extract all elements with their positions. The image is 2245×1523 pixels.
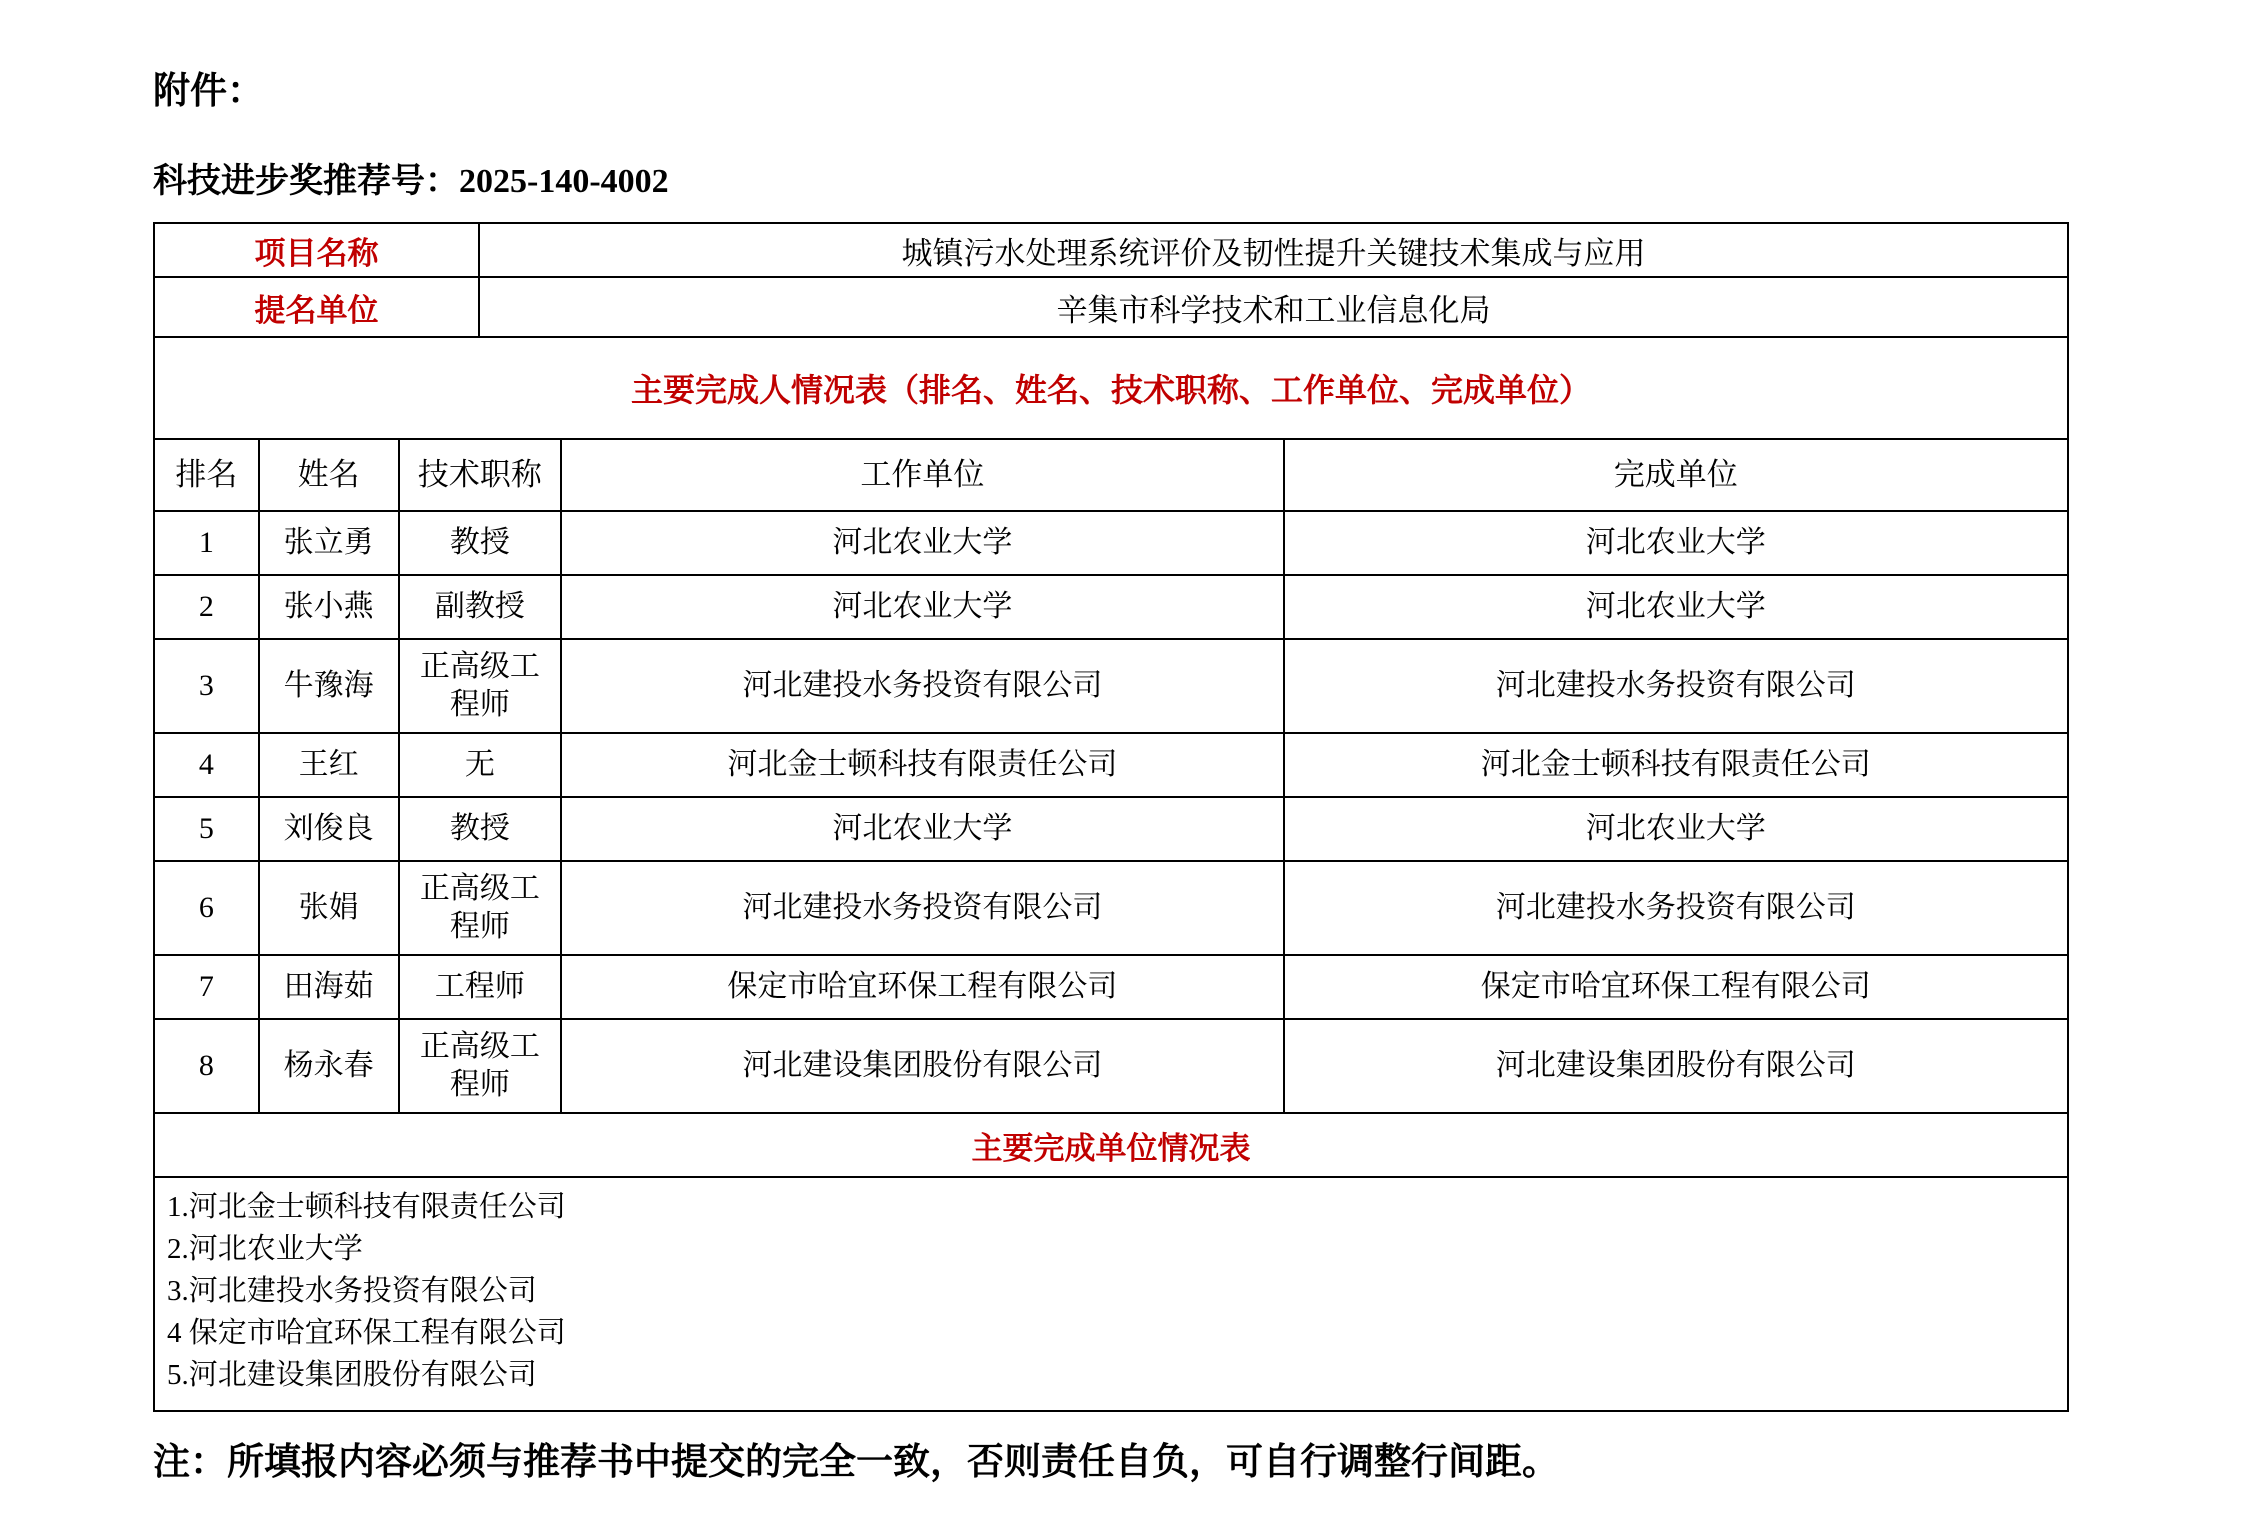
units-list — [155, 1178, 2067, 1410]
table-row — [155, 798, 2067, 862]
cell-name: 牛豫海 — [260, 640, 400, 732]
cell-work-unit: 河北农业大学 — [562, 576, 1284, 638]
cell-rank: 7 — [155, 956, 260, 1018]
document-content — [153, 0, 2069, 1486]
award-table — [153, 222, 2069, 1412]
unit-list-item: 4 保定市哈宜环保工程有限公司 — [167, 1317, 566, 1349]
cell-name: 杨永春 — [260, 1020, 400, 1112]
cell-name: 张立勇 — [260, 512, 400, 574]
recommendation-number: 2025-140-4002 — [459, 163, 669, 200]
cell-completion-unit: 河北农业大学 — [1585, 526, 1766, 559]
nominating-unit-value: 辛集市科学技术和工业信息化局 — [1056, 292, 1491, 328]
cell-work-unit: 河北建投水务投资有限公司 — [562, 862, 1284, 954]
recommendation-label: 科技进步奖推荐号： — [153, 163, 459, 200]
cell-title: 正高级工程师 — [400, 1020, 563, 1112]
cell-rank: 8 — [155, 1020, 260, 1112]
cell-completion-unit: 河北建投水务投资有限公司 — [1495, 669, 1856, 702]
table-row — [155, 512, 2067, 576]
table-row — [155, 1020, 2067, 1114]
cell-rank: 2 — [155, 576, 260, 638]
table-row — [155, 576, 2067, 640]
table-row — [155, 956, 2067, 1020]
cell-name: 田海茹 — [260, 956, 400, 1018]
cell-name: 张娟 — [260, 862, 400, 954]
cell-title: 无 — [400, 734, 563, 796]
cell-title: 教授 — [400, 512, 563, 574]
col-header-title: 技术职称 — [400, 440, 563, 510]
unit-list-item: 2.河北农业大学 — [167, 1233, 363, 1265]
project-name-row — [155, 224, 2067, 278]
cell-rank: 5 — [155, 798, 260, 860]
cell-name: 王红 — [260, 734, 400, 796]
units-section-title: 主要完成单位情况表 — [155, 1114, 2067, 1178]
cell-rank: 1 — [155, 512, 260, 574]
cell-work-unit: 保定市哈宜环保工程有限公司 — [562, 956, 1284, 1018]
table-row — [155, 862, 2067, 956]
cell-completion-unit: 河北建设集团股份有限公司 — [1495, 1049, 1856, 1082]
table-row — [155, 640, 2067, 734]
cell-completion-unit: 河北建投水务投资有限公司 — [1495, 891, 1856, 924]
cell-completion-unit: 河北金士顿科技有限责任公司 — [1480, 748, 1871, 781]
col-header-completion-unit: 完成单位 — [1613, 457, 1738, 492]
cell-work-unit: 河北建投水务投资有限公司 — [562, 640, 1284, 732]
project-name-value: 城镇污水处理系统评价及韧性提升关键技术集成与应用 — [901, 235, 1646, 271]
cell-completion-unit: 河北农业大学 — [1585, 812, 1766, 845]
unit-list-item: 1.河北金士顿科技有限责任公司 — [167, 1191, 566, 1223]
cell-completion-unit: 河北农业大学 — [1585, 590, 1766, 623]
cell-title: 教授 — [400, 798, 563, 860]
table-header-row — [155, 440, 2067, 512]
cell-title: 正高级工程师 — [400, 640, 563, 732]
cell-title: 工程师 — [400, 956, 563, 1018]
cell-name: 刘俊良 — [260, 798, 400, 860]
attachment-heading: 附件： — [153, 71, 264, 112]
cell-rank: 6 — [155, 862, 260, 954]
cell-rank: 4 — [155, 734, 260, 796]
cell-completion-unit: 保定市哈宜环保工程有限公司 — [1480, 970, 1871, 1003]
unit-list-item: 3.河北建投水务投资有限公司 — [167, 1275, 537, 1307]
project-name-label: 项目名称 — [155, 224, 480, 276]
col-header-work-unit: 工作单位 — [562, 440, 1284, 510]
cell-title: 正高级工程师 — [400, 862, 563, 954]
col-header-name: 姓名 — [260, 440, 400, 510]
cell-rank: 3 — [155, 640, 260, 732]
table-row — [155, 734, 2067, 798]
completers-section-title: 主要完成人情况表（排名、姓名、技术职称、工作单位、完成单位） — [155, 338, 2067, 440]
cell-work-unit: 河北农业大学 — [562, 512, 1284, 574]
cell-title: 副教授 — [400, 576, 563, 638]
cell-work-unit: 河北金士顿科技有限责任公司 — [562, 734, 1284, 796]
nominating-unit-row — [155, 278, 2067, 338]
footer-note: 注：所填报内容必须与推荐书中提交的完全一致，否则责任自负，可自行调整行间距。 — [153, 1442, 1559, 1483]
recommendation-line — [153, 162, 2069, 202]
col-header-rank: 排名 — [155, 440, 260, 510]
cell-name: 张小燕 — [260, 576, 400, 638]
cell-work-unit: 河北农业大学 — [562, 798, 1284, 860]
unit-list-item: 5.河北建设集团股份有限公司 — [167, 1359, 537, 1391]
nominating-unit-label: 提名单位 — [155, 278, 480, 336]
cell-work-unit: 河北建设集团股份有限公司 — [562, 1020, 1284, 1112]
